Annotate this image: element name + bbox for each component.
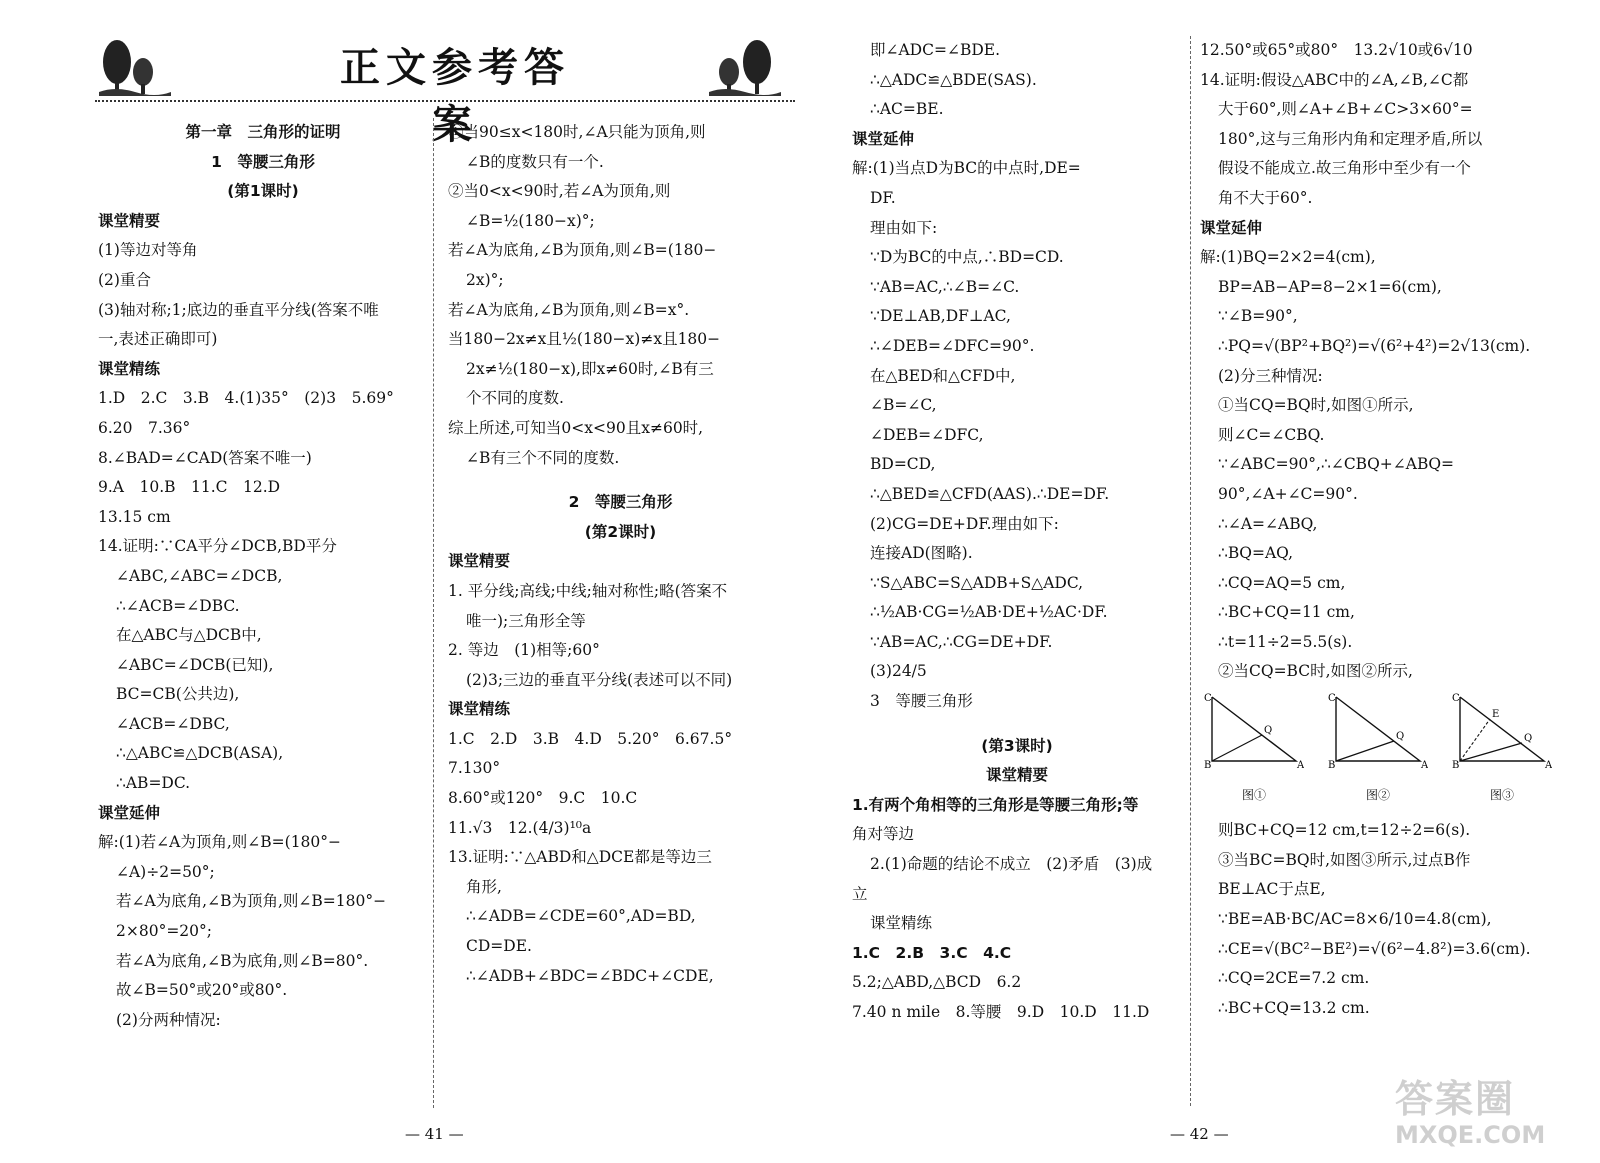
- text-line: 若∠A为底角,∠B为顶角,则∠B=(180−: [448, 241, 717, 260]
- subheading: 课堂延伸: [98, 803, 161, 822]
- text-line: ∵AB=AC,∴CG=DE+DF.: [870, 632, 1053, 651]
- subheading: 课堂精练: [98, 359, 161, 378]
- text-line: ∴t=11÷2=5.5(s).: [1218, 632, 1353, 651]
- text-line: ③当BC=BQ时,如图③所示,过点B作: [1218, 850, 1471, 869]
- text-line: (3)轴对称;1;底边的垂直平分线(答案不唯: [98, 300, 379, 319]
- text-line: ∵AB=AC,∴∠B=∠C.: [870, 277, 1020, 296]
- text-line: 一,表述正确即可): [98, 330, 218, 349]
- subheading: 课堂精要: [98, 211, 161, 230]
- column-2: [448, 118, 793, 991]
- text-line: 在△ABC与△DCB中,: [116, 626, 262, 645]
- vertex-label-a: A: [1297, 760, 1304, 770]
- vertex-label-q: Q: [1396, 731, 1405, 743]
- section-heading: (第3课时): [981, 736, 1053, 755]
- lesson-heading: (第1课时): [227, 182, 299, 201]
- text-line: ∵∠B=90°,: [1218, 307, 1298, 326]
- text-line: 1.C 2.D 3.B 4.D 5.20° 6.67.5°: [448, 729, 733, 748]
- column-divider: [1190, 36, 1191, 1106]
- vertex-label-a: A: [1545, 760, 1552, 770]
- text-line: 1.D 2.C 3.B 4.(1)35° (2)3 5.69°: [98, 389, 394, 408]
- figure-caption: 图②: [1365, 787, 1390, 802]
- text-line: 13.证明:∵△ABD和△DCE都是等边三: [448, 848, 712, 867]
- page-title: 正文参考答案: [340, 44, 570, 148]
- text-line: ∴AC=BE.: [870, 100, 944, 119]
- text-line: 9.A 10.B 11.C 12.D: [98, 478, 281, 497]
- text-line: ∴∠A=∠ABQ,: [1218, 514, 1318, 533]
- text-line: 大于60°,则∠A+∠B+∠C>3×60°=: [1218, 100, 1473, 119]
- text-line: ②当CQ=BC时,如图②所示,: [1218, 662, 1413, 681]
- chapter-heading: 第一章 三角形的证明: [185, 123, 341, 141]
- figure-caption: 图①: [1241, 787, 1266, 802]
- text-line: ∴BC+CQ=13.2 cm.: [1218, 998, 1370, 1017]
- spacer: [448, 473, 793, 488]
- text-line: ①当CQ=BQ时,如图①所示,: [1218, 396, 1414, 415]
- subheading: 课堂延伸: [852, 129, 915, 148]
- text-line: ∴AB=DC.: [116, 774, 191, 793]
- text-line: 假设不能成立.故三角形中至少有一个: [1218, 159, 1471, 178]
- text-line: 若∠A为底角,∠B为顶角,则∠B=x°.: [448, 300, 690, 319]
- figure-3: [1452, 691, 1552, 810]
- column-3: [852, 36, 1182, 1028]
- text-line: BC=CB(公共边),: [116, 685, 240, 704]
- column-4: [1200, 36, 1552, 1023]
- vertex-label-c: C: [1452, 693, 1460, 705]
- vertex-label-q: Q: [1264, 725, 1273, 737]
- vertex-label-b: B: [1452, 760, 1460, 770]
- text-line: 立: [852, 884, 868, 903]
- text-line: ∠ABC,∠ABC=∠DCB,: [116, 566, 283, 585]
- watermark-url: MXQE.COM: [1395, 1121, 1546, 1149]
- text-line: ∠A)÷2=50°;: [116, 862, 215, 881]
- text-line: ∴∠DEB=∠DFC=90°.: [870, 336, 1035, 355]
- text-line: ∴CQ=2CE=7.2 cm.: [1218, 969, 1370, 988]
- text-line: 个不同的度数.: [466, 389, 564, 408]
- text-line: 2x≠½(180−x),即x≠60时,∠B有三: [466, 359, 714, 378]
- subheading: 课堂精要: [448, 552, 511, 571]
- text-line: 故∠B=50°或20°或80°.: [116, 981, 288, 1000]
- text-line: ∠ABC=∠DCB(已知),: [116, 655, 274, 674]
- text-line: 解:(1)当点D为BC的中点时,DE=: [852, 159, 1081, 178]
- text-line: 角对等边: [852, 825, 915, 844]
- text-line: 11.√3 12.(4/3)¹⁰a: [448, 818, 592, 837]
- spacer: [852, 717, 1182, 732]
- section-heading: 1 等腰三角形: [211, 152, 315, 171]
- vertex-label-e: E: [1492, 709, 1500, 721]
- text-line: ∴BQ=AQ,: [1218, 544, 1294, 563]
- text-line: (1)等边对等角: [98, 241, 198, 260]
- text-line: ∴∠ADB=∠CDE=60°,AD=BD,: [466, 907, 696, 926]
- page-number-left: — 41 —: [405, 1125, 464, 1143]
- figure-caption: 图③: [1489, 787, 1514, 802]
- text-line: 14.证明:∵CA平分∠DCB,BD平分: [98, 537, 337, 556]
- vertex-label-c: C: [1204, 693, 1212, 705]
- text-line: DF.: [870, 188, 896, 207]
- text-line: BD=CD,: [870, 455, 936, 474]
- text-line: 课堂精练: [870, 914, 933, 933]
- text-line: 3 等腰三角形: [870, 692, 973, 711]
- column-divider: [433, 118, 434, 1108]
- text-line: 8.60°或120° 9.C 10.C: [448, 789, 638, 808]
- text-line: 当180−2x≠x且½(180−x)≠x且180−: [448, 330, 721, 349]
- text-line: ∴△ABC≌△DCB(ASA),: [116, 744, 284, 763]
- text-line: CD=DE.: [466, 937, 532, 956]
- text-line: (2)分两种情况:: [116, 1010, 221, 1029]
- text-line: 解:(1)BQ=2×2=4(cm),: [1200, 248, 1376, 267]
- text-line: 若∠A为底角,∠B为底角,则∠B=80°.: [116, 951, 369, 970]
- triangle-figures: [1204, 691, 1552, 810]
- page-number-right: — 42 —: [1170, 1125, 1229, 1143]
- text-line: 若∠A为底角,∠B为顶角,则∠B=180°−: [116, 892, 387, 911]
- text-line: 理由如下:: [870, 218, 938, 237]
- text-line: 12.50°或65°或80° 13.2√10或6√10: [1200, 41, 1473, 59]
- figure-2: [1328, 691, 1428, 810]
- vertex-label-b: B: [1328, 760, 1336, 770]
- text-line: ∵∠ABC=90°,∴∠CBQ+∠ABQ=: [1218, 455, 1455, 474]
- text-line: (2)CG=DE+DF.理由如下:: [870, 514, 1059, 533]
- text-line: ∴PQ=√(BP²+BQ²)=√(6²+4²)=2√13(cm).: [1218, 336, 1531, 355]
- text-line: ∵D为BC的中点,∴BD=CD.: [870, 248, 1064, 267]
- watermark-logo: [1395, 1078, 1595, 1158]
- header-divider: [95, 100, 795, 102]
- vertex-label-b: B: [1204, 760, 1212, 770]
- subheading: 课堂延伸: [1200, 218, 1263, 237]
- text-line: 解:(1)若∠A为顶角,则∠B=(180°−: [98, 833, 342, 852]
- text-line: 5.2;△ABD,△BCD 6.2: [852, 973, 1022, 992]
- trees-decoration-right: [705, 34, 785, 100]
- text-line: 2x)°;: [466, 270, 504, 289]
- text-line: ∴△ADC≌△BDE(SAS).: [870, 70, 1037, 89]
- text-line: ∠B有三个不同的度数.: [466, 448, 620, 467]
- text-line: 180°,这与三角形内角和定理矛盾,所以: [1218, 129, 1483, 148]
- text-line: ∴½AB·CG=½AB·DE+½AC·DF.: [870, 603, 1108, 622]
- vertex-label-c: C: [1328, 693, 1336, 705]
- vertex-label-a: A: [1421, 760, 1428, 770]
- text-line: 2.(1)命题的结论不成立 (2)矛盾 (3)成: [870, 855, 1153, 874]
- text-line: (3)24/5: [870, 662, 927, 681]
- text-line: 6.20 7.36°: [98, 418, 191, 437]
- text-line: 则∠C=∠CBQ.: [1218, 425, 1325, 444]
- text-line: ∴∠ACB=∠DBC.: [116, 596, 240, 615]
- text-line: ∴CQ=AQ=5 cm,: [1218, 573, 1346, 592]
- text-line: 2×80°=20°;: [116, 922, 213, 941]
- text-line: (2)3;三边的垂直平分线(表述可以不同): [466, 670, 733, 689]
- subheading: 1.C 2.B 3.C 4.C: [852, 943, 1012, 962]
- text-line: 13.15 cm: [98, 507, 171, 526]
- text-line: ∵DE⊥AB,DF⊥AC,: [870, 307, 1011, 326]
- vertex-label-q: Q: [1524, 733, 1533, 745]
- text-line: BE⊥AC于点E,: [1218, 880, 1326, 899]
- trees-decoration-left: [95, 34, 175, 100]
- text-line: BP=AB−AP=8−2×1=6(cm),: [1218, 277, 1442, 296]
- text-line: ∵BE=AB·BC/AC=8×6/10=4.8(cm),: [1218, 910, 1492, 929]
- text-line: 90°,∠A+∠C=90°.: [1218, 484, 1358, 503]
- subheading: 1.有两个角相等的三角形是等腰三角形;等: [852, 795, 1139, 814]
- text-line: ∠B=∠C,: [870, 396, 937, 415]
- text-line: ∠ACB=∠DBC,: [116, 714, 230, 733]
- text-line: ②当0<x<90时,若∠A为顶角,则: [448, 182, 671, 201]
- figure-1: [1204, 691, 1304, 810]
- text-line: 角形,: [466, 877, 502, 896]
- text-line: 7.40 n mile 8.等腰 9.D 10.D 11.D: [852, 1003, 1150, 1021]
- subheading: 课堂精练: [448, 700, 511, 719]
- text-line: 8.∠BAD=∠CAD(答案不唯一): [98, 448, 312, 467]
- lesson-heading: 课堂精要: [985, 766, 1048, 785]
- text-line: ∵S△ABC=S△ADB+S△ADC,: [870, 573, 1084, 592]
- text-line: 14.证明:假设△ABC中的∠A,∠B,∠C都: [1200, 70, 1469, 89]
- text-line: 2. 等边 (1)相等;60°: [448, 641, 600, 660]
- text-line: ∠DEB=∠DFC,: [870, 425, 984, 444]
- section-heading: 2 等腰三角形: [568, 493, 673, 512]
- text-line: 在△BED和△CFD中,: [870, 366, 1016, 385]
- text-line: ∠B的度数只有一个.: [466, 152, 604, 171]
- text-line: 则BC+CQ=12 cm,t=12÷2=6(s).: [1218, 821, 1471, 840]
- text-line: ∴BC+CQ=11 cm,: [1218, 603, 1355, 622]
- text-line: (2)分三种情况:: [1218, 366, 1323, 385]
- text-line: (2)重合: [98, 270, 151, 289]
- text-line: ∴△BED≌△CFD(AAS).∴DE=DF.: [870, 484, 1110, 503]
- text-line: ∴CE=√(BC²−BE²)=√(6²−4.8²)=3.6(cm).: [1218, 939, 1531, 958]
- text-line: 角不大于60°.: [1218, 188, 1313, 207]
- text-line: 1. 平分线;高线;中线;轴对称性;略(答案不: [448, 581, 728, 600]
- text-line: ∴∠ADB+∠BDC=∠BDC+∠CDE,: [466, 966, 714, 985]
- column-1: [98, 118, 428, 1035]
- watermark-text: 答案圈: [1395, 1077, 1516, 1121]
- text-line: 7.130°: [448, 759, 501, 778]
- text-line: 连接AD(图略).: [870, 544, 973, 563]
- lesson-heading: (第2课时): [584, 522, 657, 541]
- text-line: ①当90≤x<180时,∠A只能为顶角,则: [448, 123, 706, 141]
- text-line: 唯一);三角形全等: [466, 611, 586, 630]
- text-line: 即∠ADC=∠BDE.: [870, 41, 1001, 59]
- text-line: 综上所述,可知当0<x<90且x≠60时,: [448, 418, 704, 437]
- text-line: ∠B=½(180−x)°;: [466, 211, 595, 230]
